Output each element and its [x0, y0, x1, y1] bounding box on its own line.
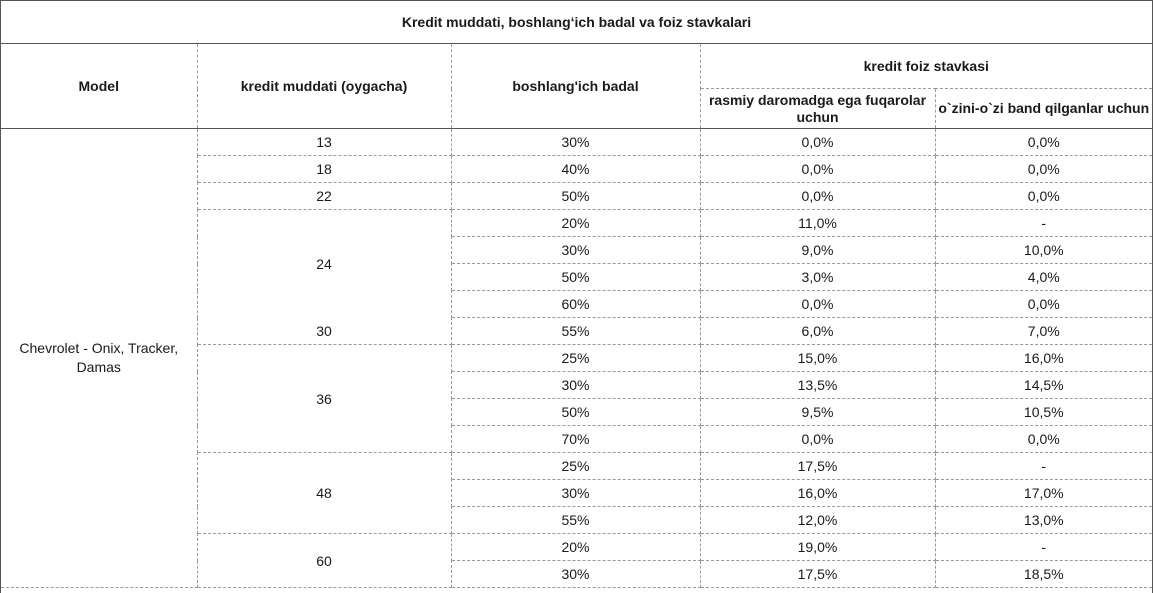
rate-self-cell: 14,5%	[935, 372, 1152, 399]
rate-official-cell: 0,0%	[700, 291, 935, 318]
down-payment-cell: 55%	[451, 318, 700, 345]
rate-self-cell: 18,5%	[935, 561, 1152, 588]
rate-official-cell: 6,0%	[700, 318, 935, 345]
down-payment-cell: 70%	[451, 426, 700, 453]
down-payment-cell: 20%	[451, 534, 700, 561]
term-cell: 13	[197, 129, 451, 156]
header-term: kredit muddati (oygacha)	[197, 44, 451, 129]
rate-official-cell: 16,0%	[700, 480, 935, 507]
rate-self-cell: -	[935, 210, 1152, 237]
down-payment-cell: 60%	[451, 291, 700, 318]
down-payment-cell: 20%	[451, 210, 700, 237]
rate-self-cell: 0,0%	[935, 129, 1152, 156]
down-payment-cell: 30%	[451, 480, 700, 507]
rate-official-cell: 17,5%	[700, 561, 935, 588]
down-payment-cell: 25%	[451, 345, 700, 372]
rate-official-cell: 15,0%	[700, 345, 935, 372]
rate-self-cell: 0,0%	[935, 183, 1152, 210]
table-row	[1, 129, 1152, 156]
down-payment-cell: 30%	[451, 237, 700, 264]
down-payment-cell: 50%	[451, 264, 700, 291]
down-payment-cell: 25%	[451, 453, 700, 480]
down-payment-cell: 30%	[451, 372, 700, 399]
term-cell: 22	[197, 183, 451, 210]
rate-self-cell: 0,0%	[935, 426, 1152, 453]
rate-self-cell: -	[935, 453, 1152, 480]
rate-self-cell: 10,0%	[935, 237, 1152, 264]
rate-self-cell: 13,0%	[935, 507, 1152, 534]
table-title: Kredit muddati, boshlang‘ich badal va foiz stavkalari	[1, 1, 1152, 44]
rate-self-cell: 7,0%	[935, 318, 1152, 345]
rate-self-cell: -	[935, 534, 1152, 561]
rate-self-cell: 4,0%	[935, 264, 1152, 291]
rate-official-cell: 0,0%	[700, 129, 935, 156]
rate-self-cell: 17,0%	[935, 480, 1152, 507]
model-cell: Chevrolet - Onix, Tracker, Damas	[1, 129, 197, 588]
rate-official-cell: 9,5%	[700, 399, 935, 426]
term-cell-group	[197, 210, 451, 345]
rate-self-cell: 10,5%	[935, 399, 1152, 426]
rate-official-cell: 12,0%	[700, 507, 935, 534]
rate-official-cell: 17,5%	[700, 453, 935, 480]
rate-official-cell: 0,0%	[700, 156, 935, 183]
credit-terms-table	[1, 1, 1152, 588]
rate-self-cell: 16,0%	[935, 345, 1152, 372]
rate-official-cell: 3,0%	[700, 264, 935, 291]
rate-self-cell: 0,0%	[935, 156, 1152, 183]
down-payment-cell: 50%	[451, 183, 700, 210]
down-payment-cell: 30%	[451, 561, 700, 588]
rate-official-cell: 19,0%	[700, 534, 935, 561]
term-cell: 24	[316, 256, 332, 272]
term-cell: 36	[197, 345, 451, 453]
header-down-payment: boshlang'ich badal	[451, 44, 700, 129]
down-payment-cell: 50%	[451, 399, 700, 426]
down-payment-cell: 40%	[451, 156, 700, 183]
rate-official-cell: 0,0%	[700, 183, 935, 210]
term-cell: 30	[316, 323, 332, 339]
rate-official-cell: 11,0%	[700, 210, 935, 237]
term-cell: 18	[197, 156, 451, 183]
rate-official-cell: 9,0%	[700, 237, 935, 264]
term-cell: 48	[197, 453, 451, 534]
down-payment-cell: 30%	[451, 129, 700, 156]
term-cell: 60	[197, 534, 451, 588]
rate-official-cell: 13,5%	[700, 372, 935, 399]
rate-official-cell: 0,0%	[700, 426, 935, 453]
header-rate-group: kredit foiz stavkasi	[700, 44, 1152, 89]
header-rate-self: o`zini-o`zi band qilganlar uchun	[935, 89, 1152, 129]
down-payment-cell: 55%	[451, 507, 700, 534]
rate-self-cell: 0,0%	[935, 291, 1152, 318]
header-model: Model	[1, 44, 197, 129]
header-rate-official: rasmiy daromadga ega fuqarolar uchun	[700, 89, 935, 129]
